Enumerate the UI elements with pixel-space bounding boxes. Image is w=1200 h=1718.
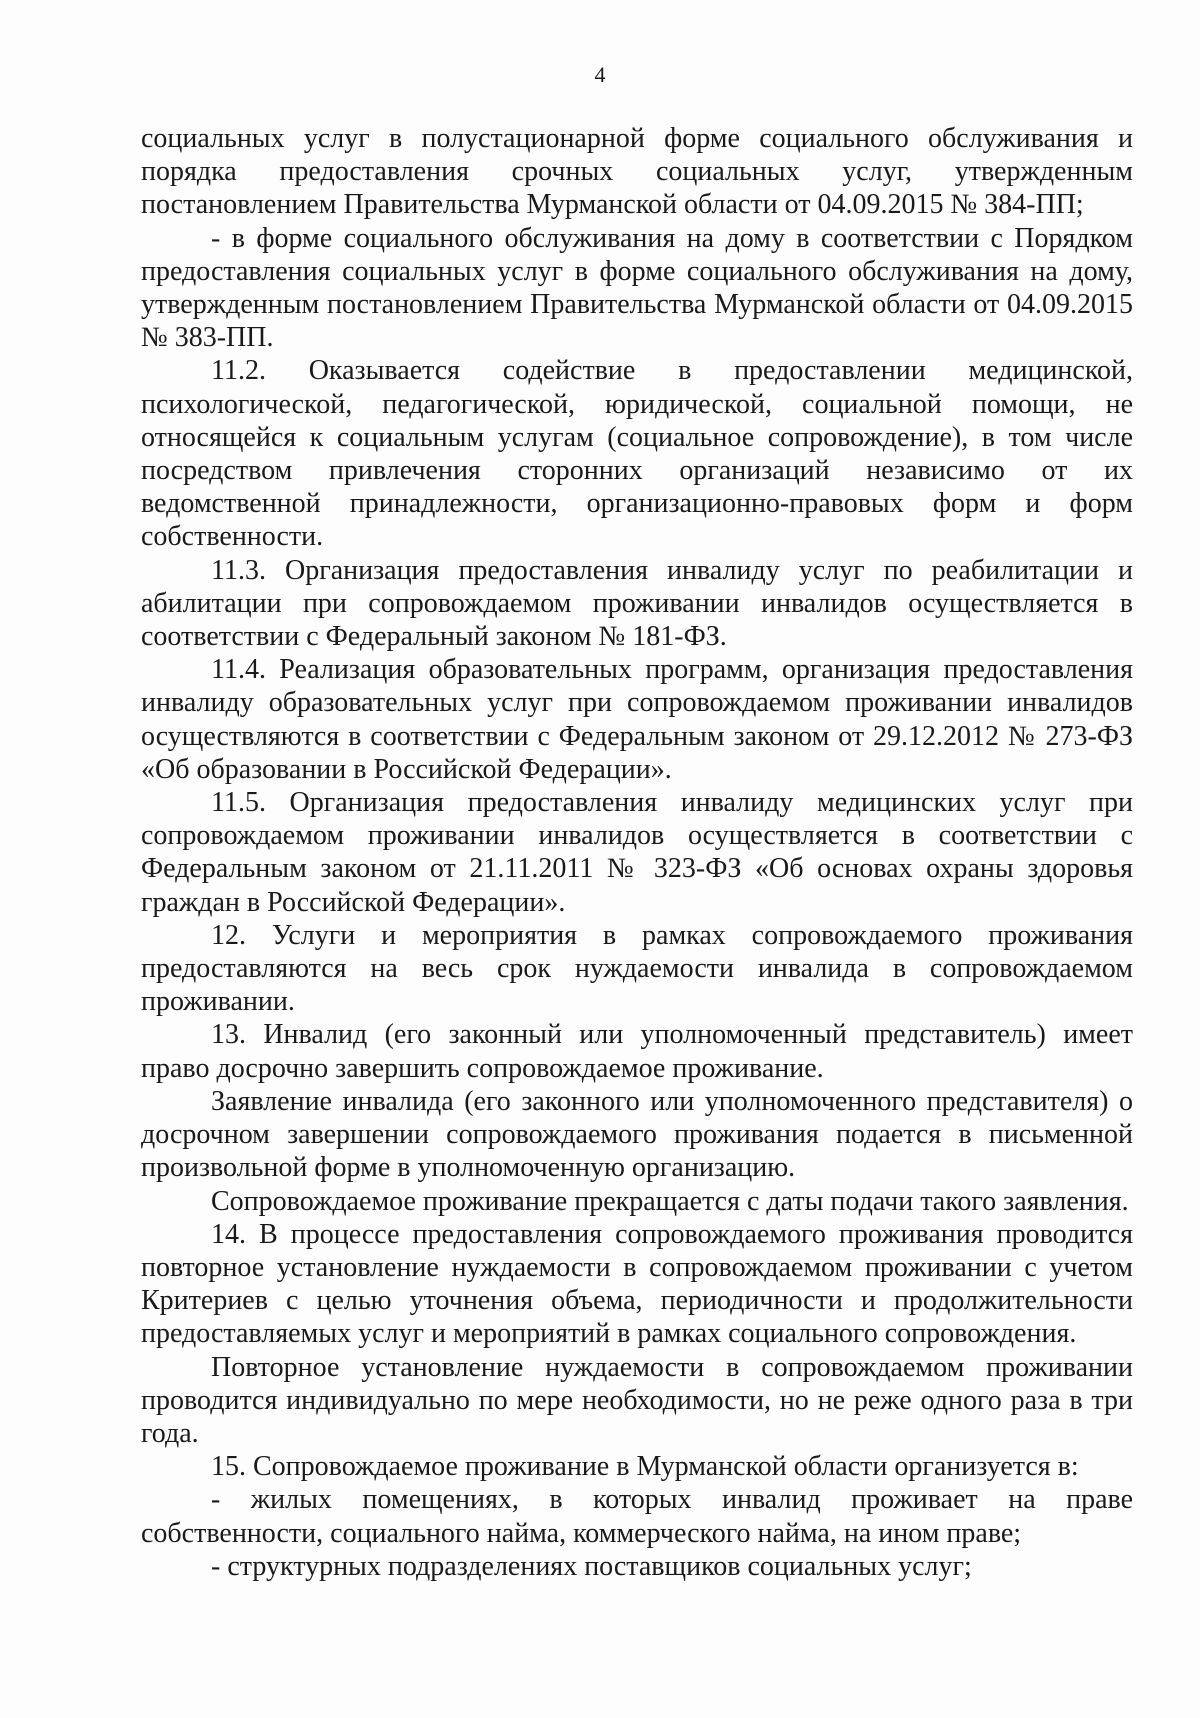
paragraph: - в форме социального обслуживания на дому в соответствии с Порядком предоставления социальных услуг в форме социального обслуживания на дому, утвержденным постановлением Правительства Мурманской области от 04.09.2015 № 383-ПП. (141, 222, 1133, 354)
paragraph: Сопровождаемое проживание прекращается с даты подачи такого заявления. (211, 1185, 1129, 1217)
paragraph: Повторное установление нуждаемости в сопровождаемом проживании проводится индивидуально по мере необходимости, но не реже одного раза в три года. (141, 1351, 1133, 1449)
paragraph: - жилых помещениях, в которых инвалид проживает на праве собственности, социального найма, коммерческого найма, на ином праве; (141, 1484, 1133, 1549)
paragraph: 11.4. Реализация образовательных программ, организация предоставления инвалиду образовательных услуг при сопровождаемом проживании инвалидов осуществляются в соответствии с Федеральным законом от 29.12.2012 № 273-ФЗ «Об образовании в Российской Федерации». (141, 654, 1133, 785)
paragraph: 12. Услуги и мероприятия в рамках сопровождаемого проживания предоставляются на весь срок нуждаемости инвалида в сопровождаемом проживании. (141, 919, 1133, 1018)
paragraph: 11.3. Организация предоставления инвалиду услуг по реабилитации и абилитации при сопровождаемом проживании инвалидов осуществляется в соответствии с Федеральный законом № 181-ФЗ. (141, 554, 1133, 653)
paragraph: Заявление инвалида (его законного или уполномоченного представителя) о досрочном завершении сопровождаемого проживания подается в письменной произвольной форме в уполномоченную организацию. (141, 1085, 1133, 1184)
paragraph: социальных услуг в полустационарной форме социального обслуживания и порядка предоставления срочных социальных услуг, утвержденным постановлением Правительства Мурманской области от 04.09.2015 № 384-ПП; (141, 123, 1133, 221)
page-number: 4 (594, 62, 606, 87)
paragraph: 11.2. Оказывается содействие в предоставлении медицинской, психологической, педагогической, юридической, социальной помощи, не относящейся к социальным услугам (социальное сопровождение), в том числе посредством привлечения сторонних организаций независимо от их ведомственной принадлежности, организационно-правовых форм и форм собственности. (141, 355, 1133, 553)
paragraph: - структурных подразделениях поставщиков социальных услуг; (211, 1550, 972, 1582)
paragraph: 15. Сопровождаемое проживание в Мурманской области организуется в: (211, 1451, 1079, 1483)
document-body (141, 122, 1133, 1583)
paragraph: 11.5. Организация предоставления инвалиду медицинских услуг при сопровождаемом проживании инвалидов осуществляется в соответствии с Федеральным законом от 21.11.2011 № 323-ФЗ «Об основах охраны здоровья граждан в Российской Федерации». (141, 787, 1133, 918)
paragraph: 13. Инвалид (его законный или уполномоченный представитель) имеет право досрочно завершить сопровождаемое проживание. (141, 1019, 1133, 1084)
paragraph: 14. В процессе предоставления сопровождаемого проживания проводится повторное установление нуждаемости в сопровождаемом проживании с учетом Критериев с целью уточнения объема, периодичности и продолжительности предоставляемых услуг и мероприятий в рамках социального сопровождения. (141, 1218, 1133, 1350)
